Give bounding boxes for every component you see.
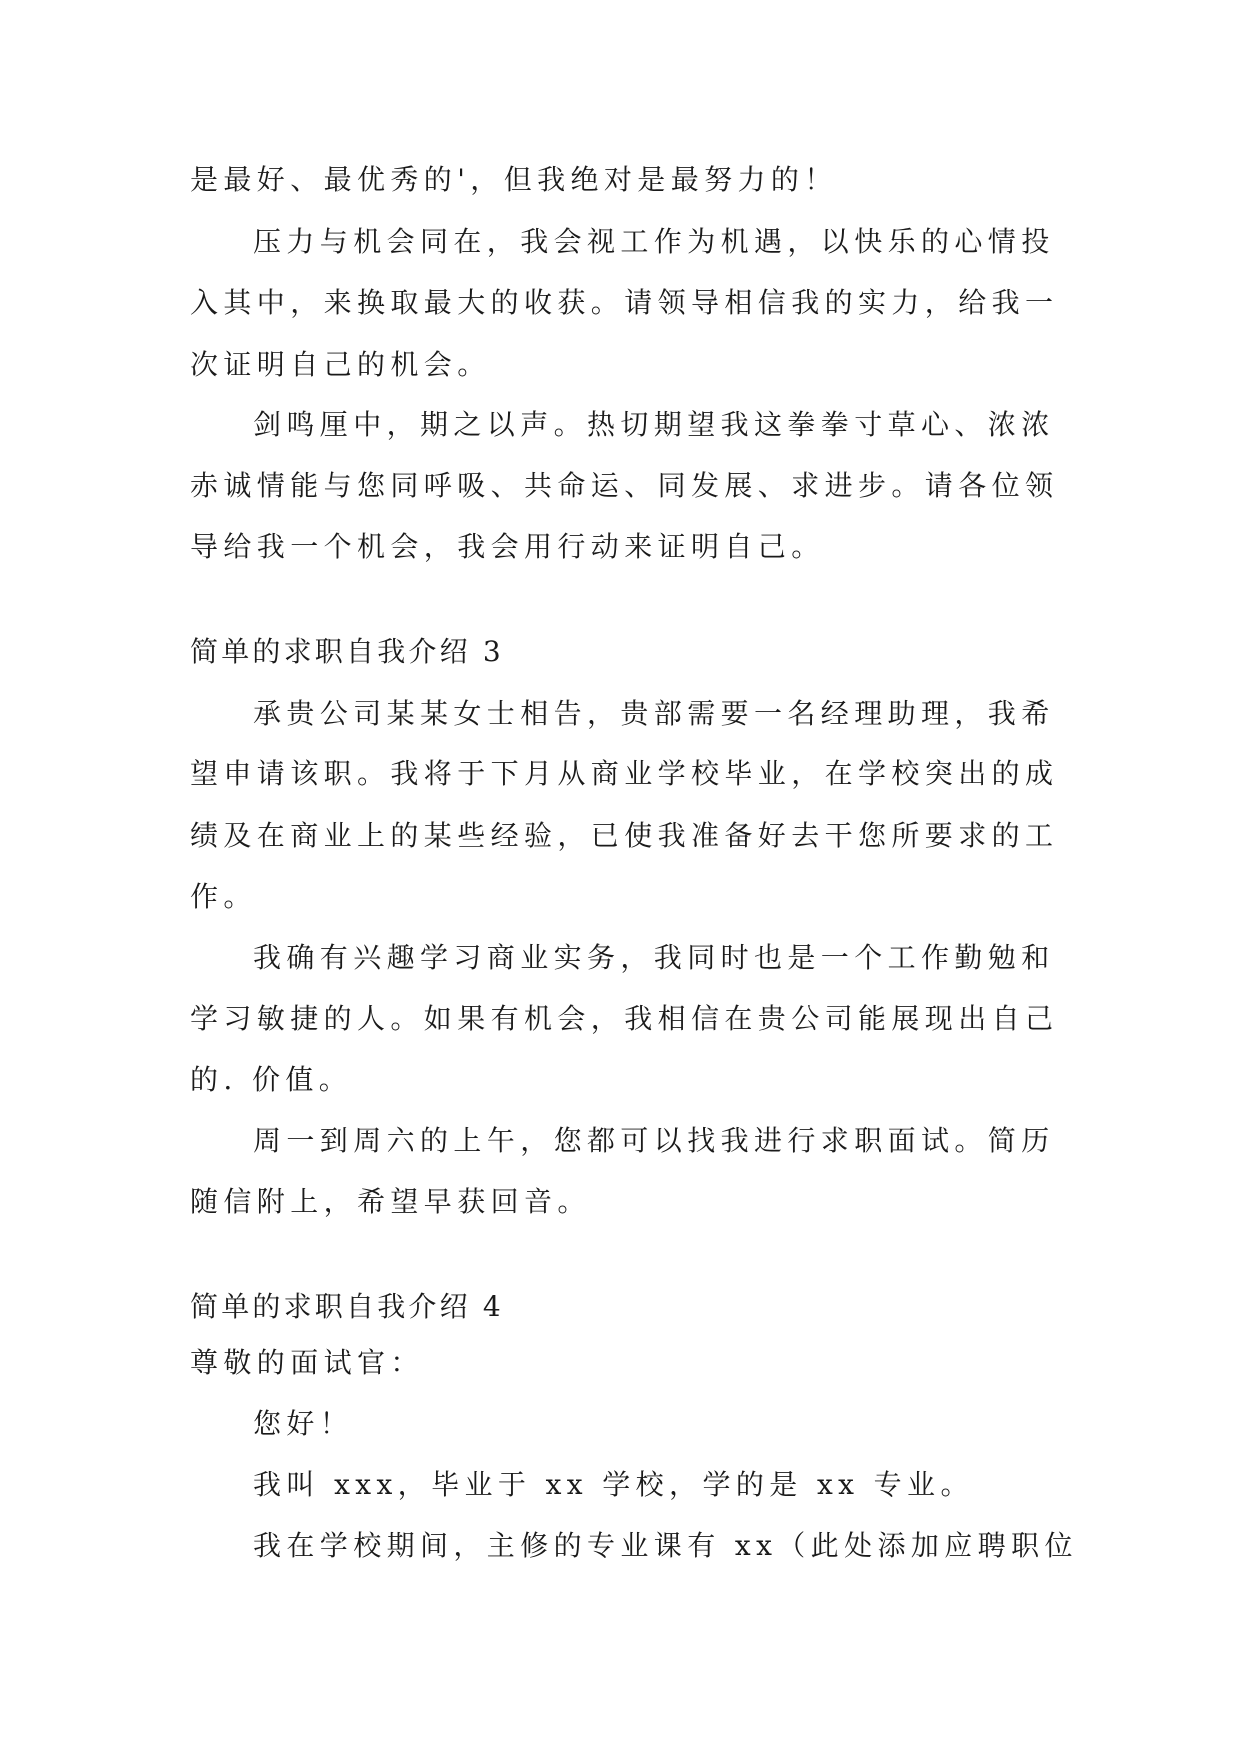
body-text-line: 是最好、最优秀的'，但我绝对是最努力的！ [190, 163, 838, 196]
salutation: 尊敬的面试官： [190, 1346, 424, 1379]
body-text-line: 的. 价值。 [190, 1063, 353, 1096]
paragraph-first-line: 我叫 xxx，毕业于 xx 学校，学的是 xx 专业。 [253, 1468, 974, 1501]
greeting: 您好！ [253, 1407, 354, 1440]
body-text-line: 随信附上，希望早获回音。 [190, 1185, 591, 1218]
section-heading: 简单的求职自我介绍 3 [190, 635, 504, 668]
paragraph-first-line: 周一到周六的上午，您都可以找我进行求职面试。简历 [253, 1124, 1055, 1157]
paragraph-first-line: 承贵公司某某女士相告，贵部需要一名经理助理，我希 [253, 697, 1055, 730]
body-text-line: 入其中，来换取最大的收获。请领导相信我的实力，给我一 [190, 286, 1059, 319]
body-text-line: 绩及在商业上的某些经验，已使我准备好去干您所要求的工 [190, 819, 1059, 852]
paragraph-first-line: 压力与机会同在，我会视工作为机遇，以快乐的心情投 [253, 225, 1055, 258]
paragraph-first-line: 剑鸣厘中，期之以声。热切期望我这拳拳寸草心、浓浓 [253, 408, 1055, 441]
section-heading: 简单的求职自我介绍 4 [190, 1290, 504, 1323]
paragraph-first-line: 我确有兴趣学习商业实务，我同时也是一个工作勤勉和 [253, 941, 1055, 974]
body-text-line: 作。 [190, 880, 257, 913]
body-text-line: 望申请该职。我将于下月从商业学校毕业，在学校突出的成 [190, 757, 1059, 790]
body-text-line: 学习敏捷的人。如果有机会，我相信在贵公司能展现出自己 [190, 1002, 1059, 1035]
body-text-line: 赤诚情能与您同呼吸、共命运、同发展、求进步。请各位领 [190, 469, 1059, 502]
body-text-line: 导给我一个机会，我会用行动来证明自己。 [190, 530, 825, 563]
body-text-line: 次证明自己的机会。 [190, 348, 491, 381]
paragraph-first-line: 我在学校期间，主修的专业课有 xx（此处添加应聘职位 [253, 1529, 1078, 1562]
